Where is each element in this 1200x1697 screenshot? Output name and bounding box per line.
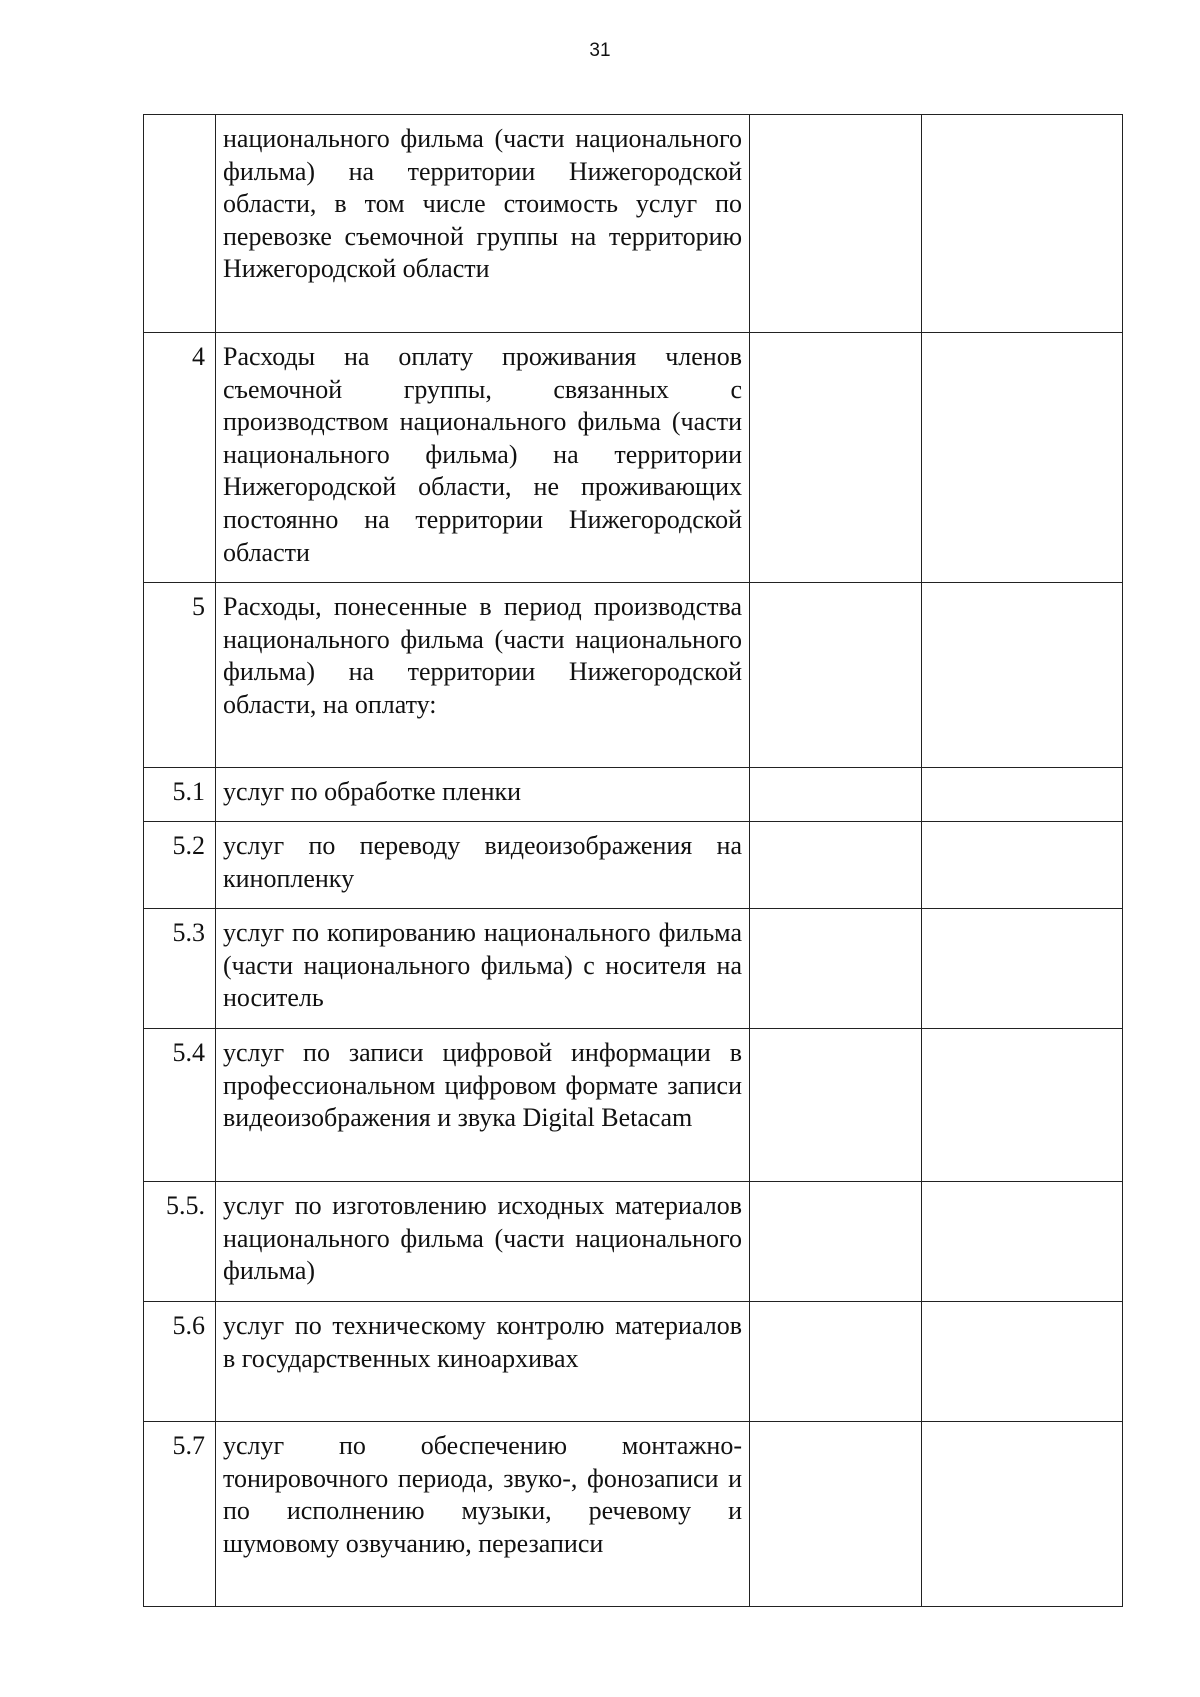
value-cell bbox=[750, 1422, 922, 1607]
value-cell bbox=[922, 115, 1123, 333]
table-row bbox=[144, 822, 1123, 909]
table-row bbox=[144, 768, 1123, 822]
table-row bbox=[144, 583, 1123, 768]
value-cell bbox=[922, 909, 1123, 1029]
row-number: 4 bbox=[144, 333, 216, 583]
row-description: услуг по обеспечению монтажно-тонировочного периода, звуко-, фонозаписи и по исполнению музыки, речевому и шумовому озвучанию, перезаписи bbox=[216, 1422, 750, 1607]
table-row bbox=[144, 1422, 1123, 1607]
value-cell bbox=[750, 1029, 922, 1182]
expense-table bbox=[143, 114, 1123, 1607]
value-cell bbox=[750, 115, 922, 333]
row-description: услуг по записи цифровой информации в профессиональном цифровом формате записи видеоизображения и звука Digital Betacam bbox=[216, 1029, 750, 1182]
row-description: услуг по изготовлению исходных материалов национального фильма (части национального фильма) bbox=[216, 1182, 750, 1302]
row-number: 5.3 bbox=[144, 909, 216, 1029]
table-row bbox=[144, 1029, 1123, 1182]
table-row bbox=[144, 1302, 1123, 1422]
value-cell bbox=[922, 1182, 1123, 1302]
row-number: 5.5. bbox=[144, 1182, 216, 1302]
table-row bbox=[144, 115, 1123, 333]
value-cell bbox=[922, 333, 1123, 583]
row-number: 5.6 bbox=[144, 1302, 216, 1422]
page-number: 31 bbox=[589, 40, 611, 61]
value-cell bbox=[922, 583, 1123, 768]
row-description: национального фильма (части национального фильма) на территории Нижегородской области, в том числе стоимость услуг по перевозке съемочной группы на территорию Нижегородской области bbox=[216, 115, 750, 333]
row-description: услуг по переводу видеоизображения на кинопленку bbox=[216, 822, 750, 909]
value-cell bbox=[922, 1302, 1123, 1422]
value-cell bbox=[750, 333, 922, 583]
row-number: 5.4 bbox=[144, 1029, 216, 1182]
row-number bbox=[144, 115, 216, 333]
table-row bbox=[144, 333, 1123, 583]
value-cell bbox=[750, 768, 922, 822]
row-number: 5 bbox=[144, 583, 216, 768]
value-cell bbox=[922, 1029, 1123, 1182]
row-number: 5.7 bbox=[144, 1422, 216, 1607]
row-number: 5.2 bbox=[144, 822, 216, 909]
row-description: услуг по обработке пленки bbox=[216, 768, 750, 822]
value-cell bbox=[750, 583, 922, 768]
value-cell bbox=[750, 1302, 922, 1422]
row-number: 5.1 bbox=[144, 768, 216, 822]
row-description: Расходы на оплату проживания членов съемочной группы, связанных с производством национального фильма (части национального фильма) на территории Нижегородской области, не проживающих постоянно на территории Нижегородской области bbox=[216, 333, 750, 583]
value-cell bbox=[750, 822, 922, 909]
value-cell bbox=[922, 822, 1123, 909]
row-description: Расходы, понесенные в период производства национального фильма (части национального фильма) на территории Нижегородской области, на оплату: bbox=[216, 583, 750, 768]
row-description: услуг по техническому контролю материалов в государственных киноархивах bbox=[216, 1302, 750, 1422]
table-row bbox=[144, 909, 1123, 1029]
table-row bbox=[144, 1182, 1123, 1302]
value-cell bbox=[750, 1182, 922, 1302]
value-cell bbox=[922, 768, 1123, 822]
value-cell bbox=[922, 1422, 1123, 1607]
value-cell bbox=[750, 909, 922, 1029]
row-description: услуг по копированию национального фильма (части национального фильма) с носителя на носитель bbox=[216, 909, 750, 1029]
